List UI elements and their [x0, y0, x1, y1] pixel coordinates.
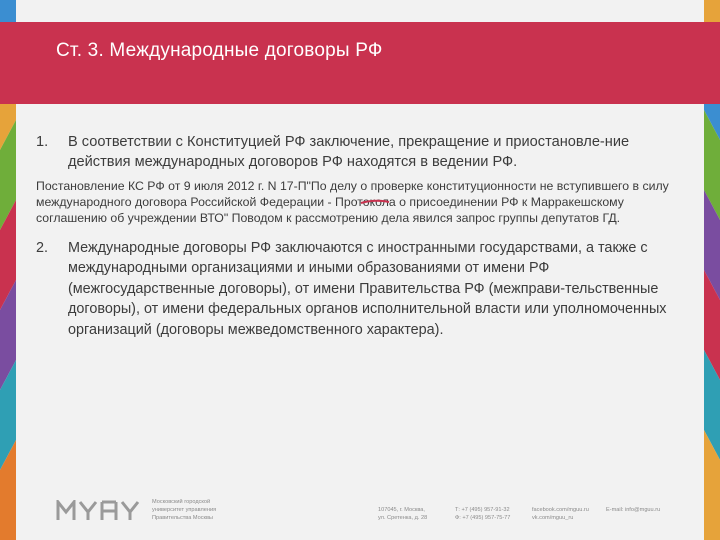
- footer-address: 107045, г. Москва, ул. Сретенка, д. 28: [378, 507, 428, 521]
- list-item-text: В соответствии с Конституцией РФ заключение, прекращение и приостановле-ние действия международных договоров РФ находятся в ведении РФ.: [68, 134, 630, 170]
- pen-annotation-mark: [360, 198, 390, 206]
- list-item-1: [36, 132, 690, 172]
- footer: [0, 490, 720, 530]
- list-item-text: Международные договоры РФ заключаются с иностранными государствами, а также с международными организациями и иными образованиями от имени РФ (межгосударственные договоры), от имени Правительства РФ (межправи-тельственные договоры), от имени федеральных органов исполнительной власти или уполномоченных организаций (договоры межведомственного характера).: [68, 240, 667, 338]
- slide-title: Ст. 3. Международные договоры РФ: [56, 40, 383, 61]
- list-number: 1.: [36, 134, 49, 150]
- title-bar: [0, 22, 720, 104]
- university-logo: [56, 500, 146, 522]
- footer-email[interactable]: E-mail: info@mguu.ru: [606, 507, 661, 513]
- footer-phones: Т: +7 (495) 957-91-32 Ф: +7 (495) 957-75-77: [455, 507, 511, 521]
- footer-social-links[interactable]: facebook.com/mguu.ru vk.com/mguu_ru: [532, 507, 589, 521]
- university-name: Московский городской университет управления Правительства Москвы: [152, 499, 217, 521]
- list-item-2: [36, 238, 690, 340]
- court-ruling-note: Постановление КС РФ от 9 июля 2012 г. N 17-П"По делу о проверке конституционности не вступившего в силу международного договора Российской Федерации - Протокола о присоединении РФ к Марракешскому соглашению об учреждении ВТО" Поводом к рассмотрению дела явился запрос группы депутатов ГД.: [36, 179, 669, 225]
- slide-content: [36, 124, 690, 340]
- list-number: 2.: [36, 240, 49, 256]
